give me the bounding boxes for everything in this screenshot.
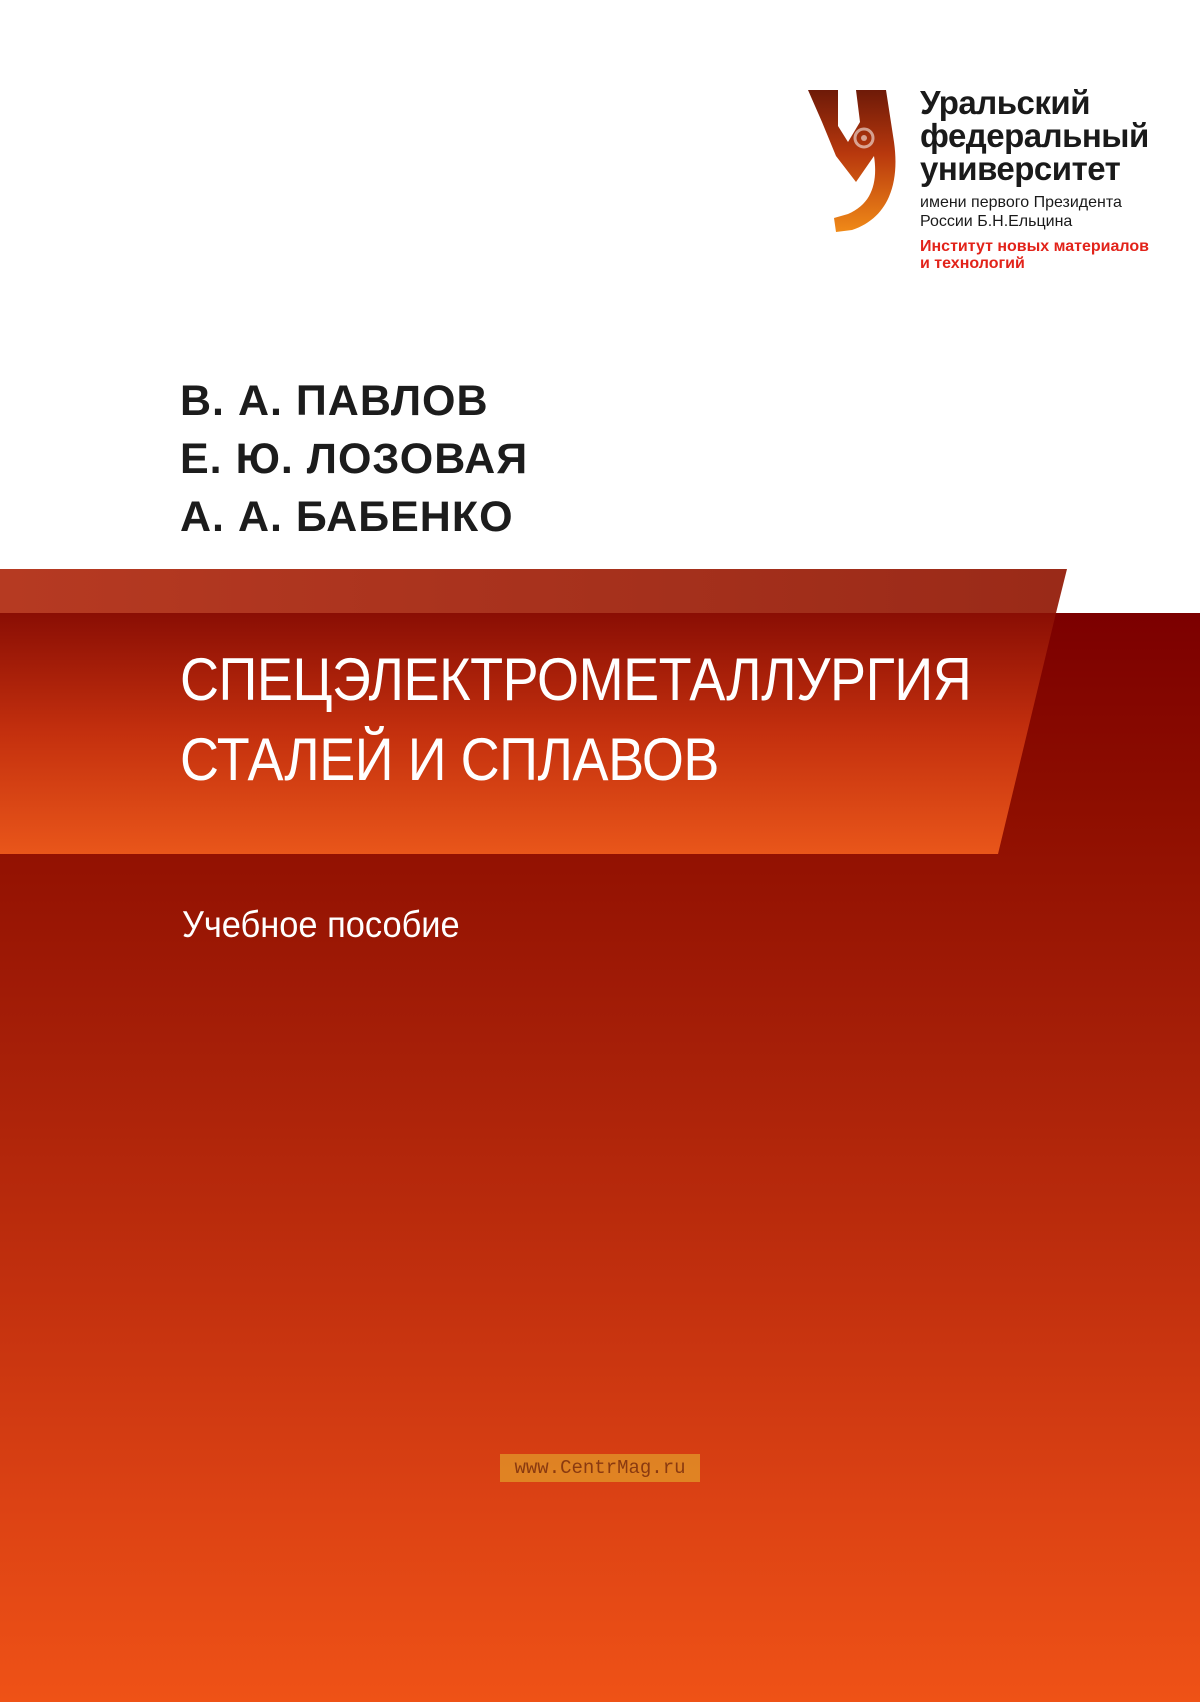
- book-title-line-2: СТАЛЕЙ И СПЛАВОВ: [180, 726, 720, 793]
- ural-federal-university-logo-icon: [808, 86, 908, 236]
- author-3: А. А. БАБЕНКО: [180, 493, 514, 541]
- institute-name-line-2: и технологий: [920, 255, 1025, 272]
- institute-name: [920, 238, 1180, 272]
- book-title-line-1: СПЕЦЭЛЕКТРОМЕТАЛЛУРГИЯ: [180, 646, 972, 713]
- book-subtitle: Учебное пособие: [182, 904, 460, 945]
- university-name-line-3: университет: [920, 150, 1121, 187]
- university-name-line-2: федеральный: [920, 117, 1149, 154]
- university-subtitle-line-2: России Б.Н.Ельцина: [920, 213, 1073, 230]
- institute-name-line-1: Институт новых материалов: [920, 238, 1149, 255]
- publisher-text: [920, 86, 1180, 272]
- book-title: [180, 640, 1059, 800]
- watermark: www.CentrMag.ru: [500, 1454, 700, 1482]
- university-subtitle-line-1: имени первого Президента: [920, 194, 1122, 211]
- authors-list: [180, 372, 528, 546]
- university-subtitle: [920, 193, 1180, 231]
- author-2: Е. Ю. ЛОЗОВАЯ: [180, 435, 529, 483]
- publisher-logo-block: [808, 86, 1168, 286]
- university-name-line-1: Уральский: [920, 84, 1090, 121]
- author-1: В. А. ПАВЛОВ: [180, 377, 489, 425]
